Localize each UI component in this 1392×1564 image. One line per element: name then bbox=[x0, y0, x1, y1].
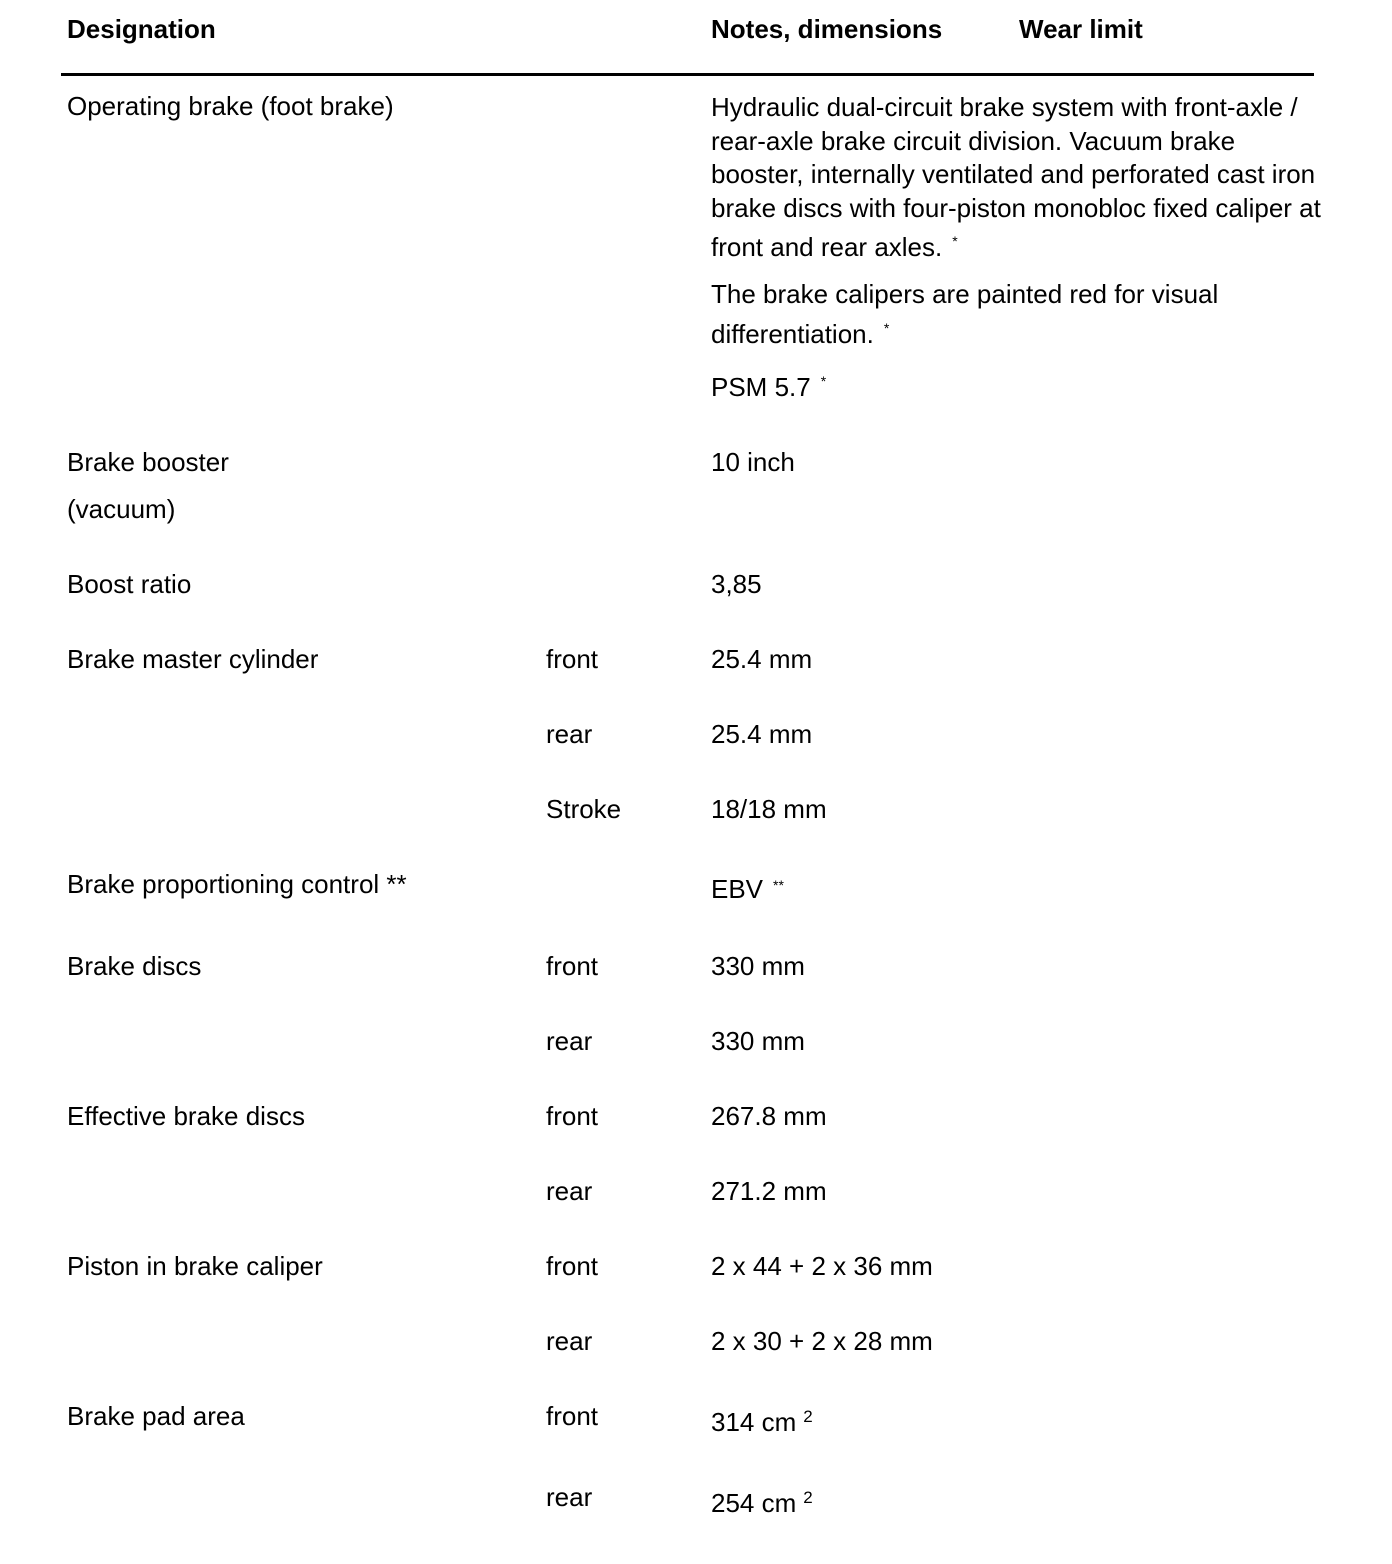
boost-ratio-value: 3,85 bbox=[711, 569, 762, 599]
master-cylinder-front-value: 25.4 mm bbox=[711, 644, 813, 674]
brake-booster-label: Brake booster bbox=[67, 447, 229, 477]
pad-area-front-label: front bbox=[546, 1401, 599, 1431]
piston-caliper-label: Piston in brake caliper bbox=[67, 1251, 323, 1281]
piston-caliper-rear-value: 2 x 30 + 2 x 28 mm bbox=[711, 1326, 933, 1356]
master-cylinder-front-label: front bbox=[546, 644, 599, 674]
master-cylinder-label: Brake master cylinder bbox=[67, 644, 319, 674]
effective-discs-front-label: front bbox=[546, 1101, 599, 1131]
proportioning-control-value bbox=[711, 874, 784, 905]
header-notes-dimensions: Notes, dimensions bbox=[711, 14, 943, 44]
footnote-marker: * bbox=[883, 319, 890, 336]
master-cylinder-rear-label: rear bbox=[546, 719, 593, 749]
psm-version bbox=[711, 372, 826, 403]
squared-exponent: 2 bbox=[803, 1407, 813, 1426]
proportioning-control-label: Brake proportioning control ** bbox=[67, 869, 407, 899]
header-wear-limit: Wear limit bbox=[1019, 14, 1143, 44]
footnote-marker: * bbox=[952, 233, 958, 249]
pad-area-front-value-text: 314 cm bbox=[711, 1407, 797, 1437]
footnote-marker: * bbox=[820, 373, 827, 389]
boost-ratio-label: Boost ratio bbox=[67, 569, 192, 599]
header-designation: Designation bbox=[67, 14, 216, 44]
operating-brake-description-text: Hydraulic dual-circuit brake system with front-axle / rear-axle brake circuit division. Vacuum brake booster, internally ventilated and perforated cast iron brake discs with four-piston monobloc fixed caliper at front and rear axles. bbox=[711, 92, 1321, 262]
master-cylinder-stroke-value: 18/18 mm bbox=[711, 794, 827, 824]
double-footnote-marker: ** bbox=[773, 877, 784, 893]
piston-caliper-front-value: 2 x 44 + 2 x 36 mm bbox=[711, 1251, 933, 1281]
brake-discs-front-label: front bbox=[546, 951, 599, 981]
brake-booster-label-vacuum: (vacuum) bbox=[67, 494, 176, 524]
pad-area-rear-value-text: 254 cm bbox=[711, 1488, 797, 1518]
brake-discs-rear-label: rear bbox=[546, 1026, 593, 1056]
brake-discs-label: Brake discs bbox=[67, 951, 202, 981]
psm-version-text: PSM 5.7 bbox=[711, 372, 811, 402]
squared-exponent: 2 bbox=[803, 1488, 813, 1507]
piston-caliper-front-label: front bbox=[546, 1251, 599, 1281]
brake-discs-front-value: 330 mm bbox=[711, 951, 805, 981]
operating-brake-description bbox=[711, 91, 1321, 265]
pad-area-front-value bbox=[711, 1407, 813, 1438]
master-cylinder-stroke-label: Stroke bbox=[546, 794, 622, 824]
pad-area-rear-value bbox=[711, 1488, 813, 1519]
brake-discs-rear-value: 330 mm bbox=[711, 1026, 805, 1056]
proportioning-control-value-text: EBV bbox=[711, 874, 764, 904]
effective-discs-rear-value: 271.2 mm bbox=[711, 1176, 827, 1206]
operating-brake-caliper-note bbox=[711, 278, 1321, 351]
header-divider bbox=[61, 73, 1314, 76]
brake-booster-value: 10 inch bbox=[711, 447, 795, 477]
pad-area-rear-label: rear bbox=[546, 1482, 593, 1512]
caliper-note-text: The brake calipers are painted red for visual differentiation. bbox=[711, 279, 1219, 349]
effective-discs-front-value: 267.8 mm bbox=[711, 1101, 827, 1131]
piston-caliper-rear-label: rear bbox=[546, 1326, 593, 1356]
effective-discs-label: Effective brake discs bbox=[67, 1101, 305, 1131]
pad-area-label: Brake pad area bbox=[67, 1401, 245, 1431]
master-cylinder-rear-value: 25.4 mm bbox=[711, 719, 813, 749]
operating-brake-label: Operating brake (foot brake) bbox=[67, 91, 394, 121]
effective-discs-rear-label: rear bbox=[546, 1176, 593, 1206]
